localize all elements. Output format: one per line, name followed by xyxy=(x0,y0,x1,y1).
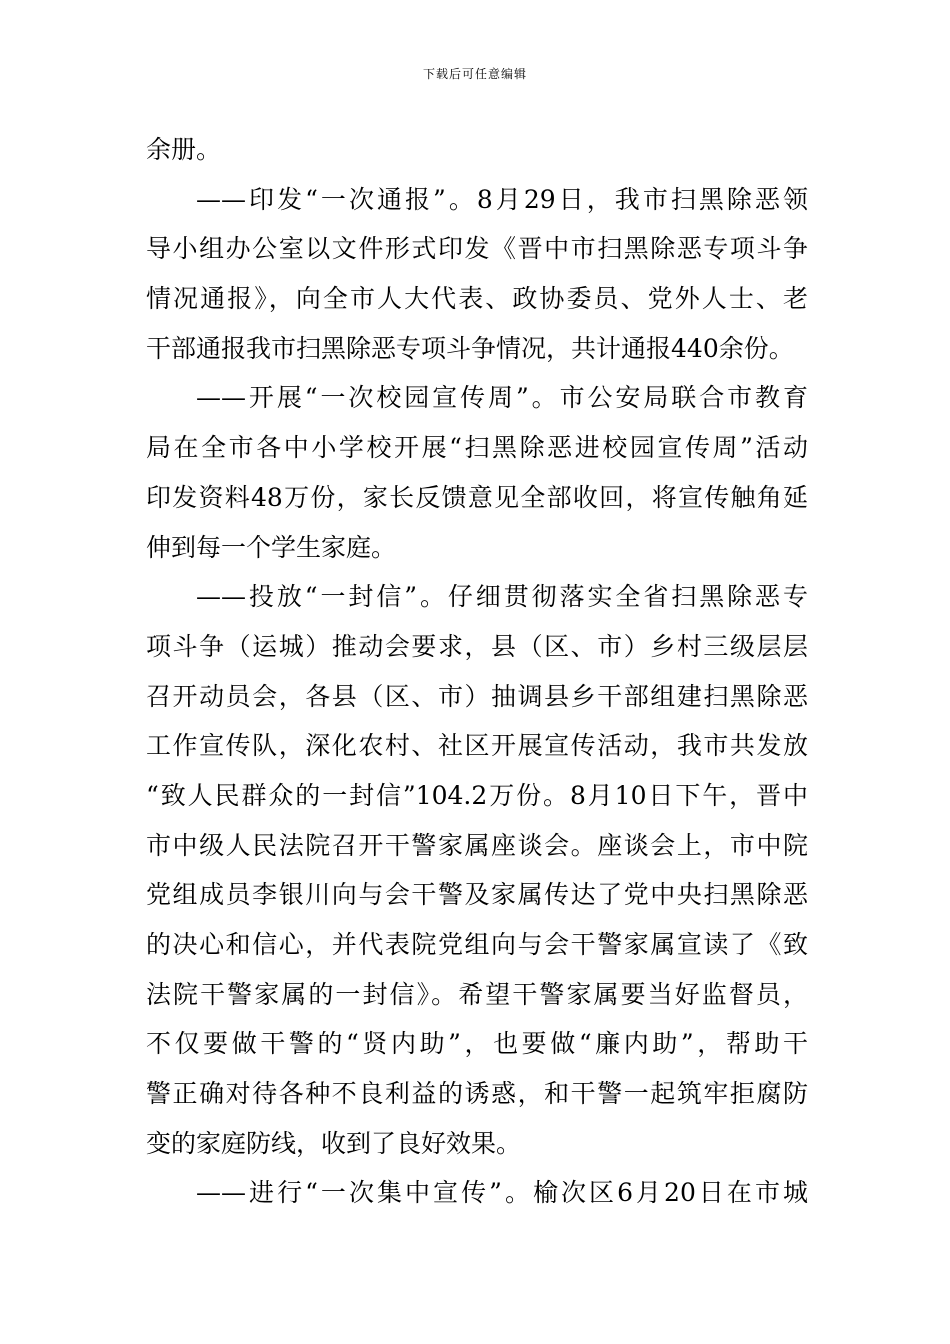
text-line: 干部通报我市扫黑除恶专项斗争情况，共计通报440余份。 xyxy=(146,333,794,363)
text-line: 党组成员李银川向与会干警及家属传达了党中央扫黑除恶 xyxy=(146,880,808,910)
text-line: 余册。 xyxy=(146,135,222,164)
text-line: ——投放“一封信”。仔细贯彻落实全省扫黑除恶专 xyxy=(196,582,808,612)
text-line: 工作宣传队，深化农村、社区开展宣传活动，我市共发放 xyxy=(146,731,808,761)
text-line: 导小组办公室以文件形式印发《晋中市扫黑除恶专项斗争 xyxy=(146,234,808,264)
text-line: 法院干警家属的一封信》。希望干警家属要当好监督员， xyxy=(146,979,808,1009)
text-line: ——开展“一次校园宣传周”。市公安局联合市教育 xyxy=(196,383,808,413)
text-line: 项斗争（运城）推动会要求，县（区、市）乡村三级层层 xyxy=(146,631,808,661)
text-line: ——进行“一次集中宣传”。榆次区6月20日在市城 xyxy=(196,1178,808,1208)
text-line: 情况通报》，向全市人大代表、政协委员、党外人士、老 xyxy=(146,284,808,314)
text-line: 印发资料48万份，家长反馈意见全部收回，将宣传触角延 xyxy=(146,482,808,512)
text-line: 伸到每一个学生家庭。 xyxy=(146,532,397,562)
text-line: “致人民群众的一封信”104.2万份。8月10日下午，晋中 xyxy=(146,780,808,810)
text-line: 召开动员会，各县（区、市）抽调县乡干部组建扫黑除恶 xyxy=(146,681,808,711)
document-body xyxy=(146,125,808,1218)
text-line: 的决心和信心，并代表院党组向与会干警家属宣读了《致 xyxy=(146,930,808,959)
text-line: 不仅要做干警的“贤内助”，也要做“廉内助”，帮助干 xyxy=(146,1029,808,1059)
text-line: 警正确对待各种不良利益的诱惑，和干警一起筑牢拒腐防 xyxy=(146,1079,808,1109)
text-line: ——印发“一次通报”。8月29日，我市扫黑除恶领 xyxy=(196,184,808,214)
page-header: 下载后可任意编辑 xyxy=(422,67,527,81)
text-line: 市中级人民法院召开干警家属座谈会。座谈会上，市中院 xyxy=(146,830,808,860)
text-line: 变的家庭防线，收到了良好效果。 xyxy=(146,1128,522,1158)
text-line: 局在全市各中小学校开展“扫黑除恶进校园宣传周”活动 xyxy=(146,433,808,463)
